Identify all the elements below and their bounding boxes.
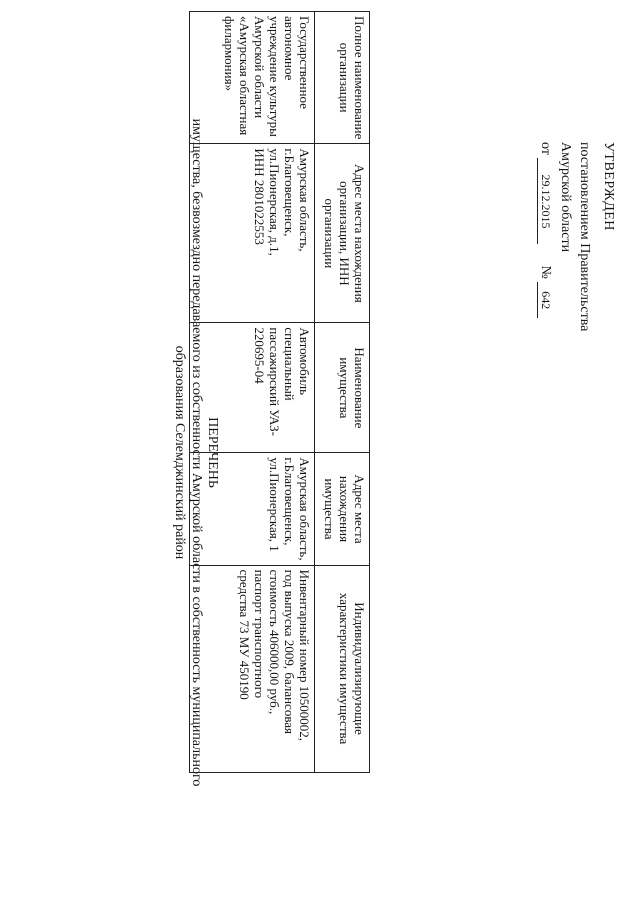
approval-title: УТВЕРЖДЕН bbox=[601, 142, 616, 231]
cell-property-address: Амурская область, г.Благовещенск, ул.Пионерская, 1 bbox=[190, 453, 315, 565]
number-prefix: № bbox=[538, 265, 553, 279]
approval-stamp bbox=[536, 142, 618, 402]
approval-date: 29.12.2015 bbox=[537, 158, 553, 244]
cell-property-characteristics: Инвентарный номер 10500002, год выпуска 2009, балансовая стоимость 406000,00 руб., паспорт транспортного средства 73 МУ 450190 bbox=[190, 565, 315, 772]
cell-organization-name: Государственное автономное учреждение культуры Амурской области «Амурская областная филармония» bbox=[190, 12, 315, 144]
heading-title: ПЕРЕЧЕНЬ bbox=[205, 417, 220, 488]
heading-line-2: образования Селемджинский район bbox=[172, 345, 187, 560]
approval-date-line bbox=[536, 142, 555, 402]
table-row bbox=[190, 12, 315, 773]
header-organization-name: Полное наименование организации bbox=[315, 12, 370, 144]
header-property-address: Адрес места нахождения имущества bbox=[315, 453, 370, 565]
heading-line-1: имущества, безвозмездно передаваемого из собственности Амурской области в собственность муниципального bbox=[189, 118, 204, 787]
cell-property-name: Автомобиль специальный пассажирский УАЗ- 220695-04 bbox=[190, 323, 315, 453]
property-table bbox=[189, 11, 370, 773]
approval-number: 642 bbox=[537, 282, 553, 318]
header-organization-address: Адрес места нахождения организации, ИНН организации bbox=[315, 144, 370, 323]
table-header-row bbox=[315, 12, 370, 773]
header-property-name: Наименование имущества bbox=[315, 323, 370, 453]
header-property-characteristics: Индивидуализирующие характеристики имущества bbox=[315, 565, 370, 772]
date-prefix: от bbox=[538, 142, 553, 155]
approval-line-2: Амурской области bbox=[558, 142, 573, 253]
approval-line-1: постановлением Правительства bbox=[577, 142, 592, 332]
cell-organization-address: Амурская область, г.Благовещенск, ул.Пионерская, д.1, ИНН 2801022553 bbox=[190, 144, 315, 323]
